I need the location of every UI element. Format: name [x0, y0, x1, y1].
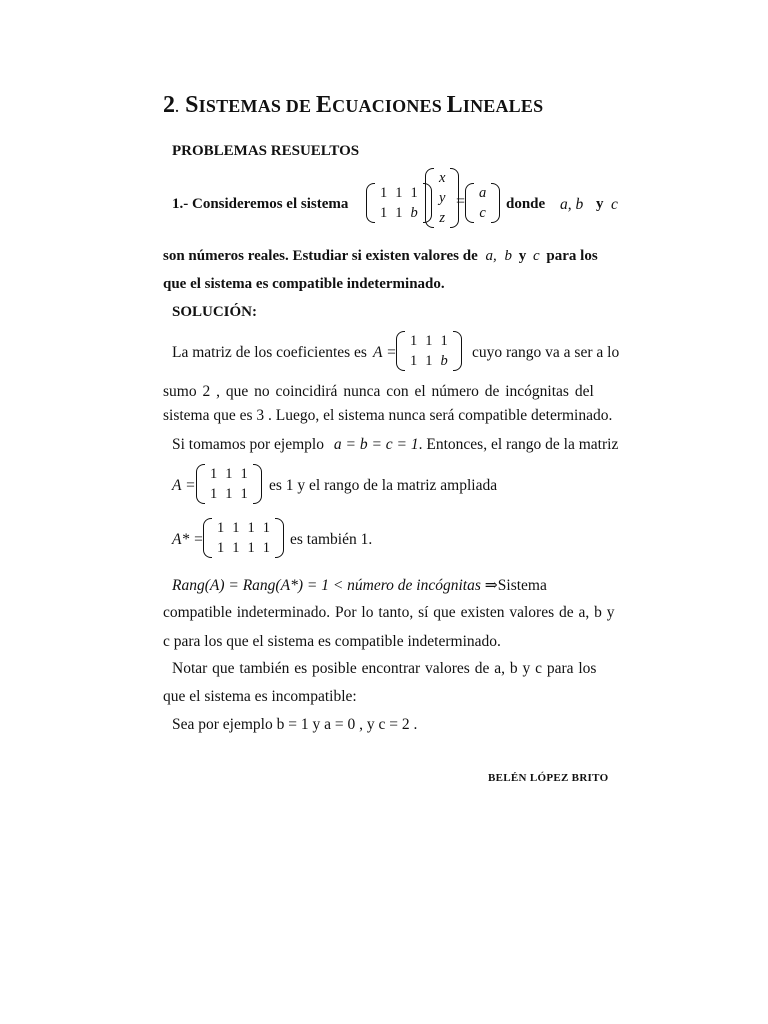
vector-cell: z — [439, 210, 446, 226]
title-word: CUACIONES — [332, 96, 447, 116]
variable-vector — [425, 168, 459, 228]
var-c: c — [533, 248, 540, 264]
matrix-cell: 1 — [262, 540, 270, 556]
matrix-cell: 1 — [210, 466, 218, 482]
rank-conclusion — [172, 576, 547, 595]
matrix-cell: 1 — [217, 520, 225, 536]
conj-y: y — [518, 248, 527, 264]
vector-cell: a — [479, 185, 487, 201]
solution-text-10: que el sistema es incompatible: — [163, 688, 357, 705]
matrix-cell: 1 — [225, 466, 233, 482]
matrix-cell: 1 — [225, 486, 233, 502]
matrix-cell: 1 — [262, 520, 270, 536]
section-heading: PROBLEMAS RESUELTOS — [172, 143, 360, 159]
title-word: INEALES — [462, 96, 544, 116]
matrix-cell: 1 — [247, 520, 255, 536]
rhs-vector — [465, 183, 500, 223]
problem-text: para los — [546, 248, 598, 264]
author-signature: BELÉN LÓPEZ BRITO — [488, 772, 609, 784]
example-values: a = b = c = 1 — [333, 436, 419, 453]
matrix-cell: 1 — [395, 205, 403, 221]
matrix-cell: 1 — [425, 353, 433, 369]
var-b: b — [504, 248, 512, 264]
problem-line-2 — [163, 248, 598, 265]
problem-text: son números reales. Estudiar si existen valores de — [163, 248, 478, 264]
title-word: ISTEMAS DE — [198, 96, 316, 116]
problem-line-3: que el sistema es compatible indeterminado. — [163, 276, 445, 292]
matrix-A-label: A = — [373, 344, 397, 361]
matrix-cell: 1 — [380, 185, 388, 201]
matrix-cell: 1 — [410, 353, 418, 369]
solution-text-1b: cuyo rango va a ser a lo — [472, 344, 620, 361]
solution-text-8: c para los que el sistema es compatible indeterminado. — [163, 633, 501, 650]
solution-text: Si tomamos por ejemplo — [172, 436, 324, 453]
title-letter: L — [446, 92, 463, 118]
var-a: a, — [485, 248, 497, 264]
title-dot: . — [175, 101, 179, 116]
title-letter: S — [185, 92, 199, 118]
matrix-A-label: A = — [172, 477, 196, 494]
solution-label: SOLUCIÓN: — [172, 304, 258, 320]
matrix-cell: 1 — [395, 185, 403, 201]
solution-text-4 — [172, 436, 618, 454]
var-c: c — [611, 196, 618, 213]
rank-equation: Rang(A) = Rang(A*) = 1 < número de incógnitas — [172, 577, 481, 594]
matrix-cell: 1 — [217, 540, 225, 556]
donde-label: donde — [506, 196, 546, 212]
matrix-A — [396, 331, 462, 371]
matrix-A-star — [203, 518, 284, 558]
solution-text-7: compatible indeterminado. Por lo tanto, sí que existen valores de a, b y — [163, 604, 615, 621]
solution-text-3: sistema que es 3 . Luego, el sistema nunca será compatible determinado. — [163, 407, 613, 424]
solution-text: . Entonces, el rango de la matriz — [418, 436, 619, 453]
matrix-cell: 1 — [210, 486, 218, 502]
matrix-cell: 1 — [247, 540, 255, 556]
problem-intro: 1.- Consideremos el sistema — [172, 196, 349, 212]
solution-text-6: es también 1. — [290, 531, 373, 548]
solution-text-11: Sea por ejemplo b = 1 y a = 0 , y c = 2 . — [172, 716, 418, 733]
vector-cell: y — [439, 190, 446, 206]
solution-text-1a: La matriz de los coeficientes es — [172, 344, 367, 361]
vector-cell: x — [439, 170, 446, 186]
matrix-cell: 1 — [240, 466, 248, 482]
matrix-cell: 1 — [440, 333, 448, 349]
matrix-cell: 1 — [240, 486, 248, 502]
solution-text-5: es 1 y el rango de la matriz ampliada — [269, 477, 498, 494]
matrix-cell: 1 — [410, 185, 418, 201]
implies-arrow: ⇒ — [484, 577, 498, 594]
matrix-cell: 1 — [232, 520, 240, 536]
equals-sign: = — [456, 193, 466, 210]
matrix-cell: 1 — [232, 540, 240, 556]
title-letter: E — [315, 92, 333, 118]
solution-text: Sistema — [497, 577, 547, 594]
matrix-cell: b — [410, 205, 418, 221]
matrix-cell: 1 — [410, 333, 418, 349]
page-title — [163, 92, 543, 119]
matrix-Astar-label: A* = — [172, 531, 204, 548]
matrix-cell: 1 — [425, 333, 433, 349]
matrix-cell: b — [440, 353, 448, 369]
coefficient-matrix — [366, 183, 432, 223]
title-number: 2 — [163, 92, 176, 118]
var-list: a, b — [560, 196, 584, 213]
matrix-A-ones — [196, 464, 262, 504]
solution-text-2: sumo 2 , que no coincidirá nunca con el número de incógnitas del — [163, 383, 594, 400]
vector-cell: c — [479, 205, 486, 221]
matrix-cell: 1 — [380, 205, 388, 221]
solution-text-9: Notar que también es posible encontrar valores de a, b y c para los — [172, 660, 597, 677]
conj-y: y — [596, 196, 604, 212]
